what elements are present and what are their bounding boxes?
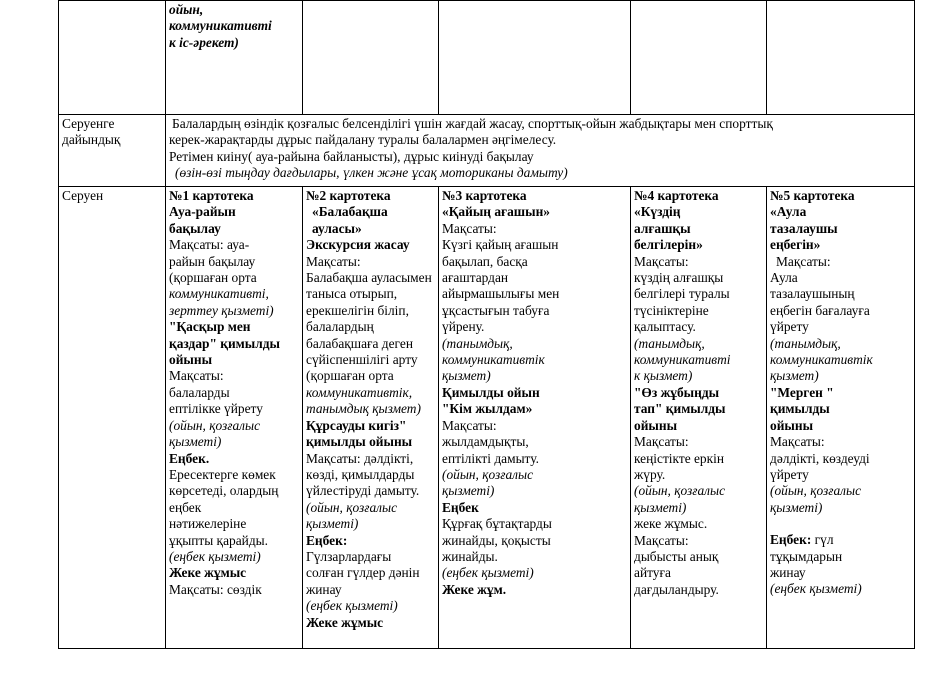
text-line: Мақсаты:	[442, 417, 497, 433]
text-line: балаларды	[169, 384, 230, 400]
text-line: ерекшелігін біліп,	[306, 302, 409, 318]
table-row-top	[59, 1, 915, 115]
text-line: қызметі)	[770, 499, 823, 515]
text-line: қызметі)	[169, 434, 222, 450]
text-line: коммуникативтік	[770, 352, 873, 368]
text-line: жылдамдықты,	[442, 434, 529, 450]
text-line: қимылды	[770, 401, 830, 417]
cell-empty	[303, 1, 439, 115]
text-line: бақылау	[169, 220, 221, 236]
text-line: көзді, қимылдарды	[306, 466, 415, 482]
text-line: солған гүлдер дәнін	[306, 565, 420, 581]
text-line: ұқсастығын табуға	[442, 302, 550, 318]
text-line: Жеке жұм.	[442, 581, 507, 597]
text-line: коммуникативтік,	[306, 384, 413, 400]
text-span: гүл	[811, 532, 834, 548]
text-line: (танымдық,	[770, 335, 841, 351]
text-line: айырмашылығы мен	[442, 286, 560, 302]
text-line: көрсетеді, олардың	[169, 483, 279, 499]
text-line: (ойын, қозғалыс	[770, 483, 862, 499]
text-line: (ойын, қозғалыс	[169, 417, 261, 433]
cell-empty	[439, 1, 631, 115]
text-line: тұқымдарын	[770, 548, 843, 564]
text-line: Еңбек	[442, 499, 479, 515]
text-line: дайындық	[62, 132, 121, 148]
table-row-walk	[59, 187, 915, 649]
text-line: (қоршаған орта	[306, 368, 394, 384]
text-line: Ересектерге көмек	[169, 466, 276, 482]
text-line: Мақсаты:	[442, 220, 497, 236]
text-line: райын бақылау	[169, 253, 256, 269]
text-line: коммуникативті	[634, 352, 731, 368]
text-line: Мақсаты:	[634, 532, 689, 548]
text-line: жинау	[306, 581, 342, 597]
cell-card-3	[439, 187, 631, 649]
cell-card-4	[631, 187, 767, 649]
text-line: Балалардың өзіндік қозғалыс белсенділігі үшін жағдай жасау, спорттық-ойын жабдықтары мен спорттық	[172, 116, 773, 131]
text-line: (ойын, қозғалыс	[442, 466, 534, 482]
text-line: танымдық қызмет)	[306, 401, 421, 417]
text-line: күздің алғашқы	[634, 270, 724, 286]
text-line: белгілерін»	[634, 237, 703, 253]
text-line: к іс-әрекет)	[169, 34, 239, 50]
cell-walk-label	[59, 187, 166, 649]
text-span: Гүлзарлардағы	[306, 548, 392, 564]
cell-preparation-text	[166, 115, 915, 187]
text-line: қаздар" қимылды	[169, 335, 280, 351]
card-title: №2 картотека	[306, 188, 391, 203]
text-line: белгілері туралы	[634, 286, 730, 302]
text-line: керек-жарақтарды дұрыс пайдалану туралы балалармен әңгімелесу.	[169, 132, 557, 148]
text-span: Еңбек:	[770, 532, 812, 548]
text-line: Экскурсия жасау	[306, 237, 410, 253]
text-line: "Қасқыр мен	[169, 319, 251, 335]
text-line: "Өз жұбыңды	[634, 384, 720, 400]
text-line: түсініктеріне	[634, 302, 709, 318]
text-line: еңбегін бағалауға	[770, 302, 870, 318]
text-line: ойыны	[634, 417, 678, 433]
text-line: Жеке жұмыс	[306, 614, 384, 630]
text-line: ойын,	[169, 2, 204, 17]
text-line: Мақсаты: дәлдікті,	[306, 450, 414, 466]
text-line: ойыны	[770, 417, 814, 433]
schedule-table	[58, 0, 915, 649]
text-line: балалардың	[306, 319, 374, 335]
text-line: Еңбек.	[169, 450, 210, 466]
text-line: "Мерген "	[770, 384, 834, 400]
text-line: (танымдық,	[442, 335, 513, 351]
table-row-preparation	[59, 115, 915, 187]
card-title: №1 картотека	[169, 188, 254, 203]
cell-preparation-label	[59, 115, 166, 187]
cell-top-col1	[166, 1, 303, 115]
text-line: жинау	[770, 564, 806, 580]
text-line: Балабақша ауласымен	[306, 270, 432, 286]
text-line: қызмет)	[442, 368, 491, 384]
text-line: Мақсаты:	[776, 253, 831, 269]
text-line: "Кім жылдам»	[442, 401, 533, 417]
text-line: к қызмет)	[634, 368, 693, 384]
text-line: (өзін-өзі тыңдау дағдылары, үлкен және ұсақ моториканы дамыту)	[175, 165, 568, 181]
text-line: Жеке жұмыс	[169, 565, 247, 581]
cell-empty-label	[59, 1, 166, 115]
text-line: дағдыландыру.	[634, 581, 719, 597]
text-line: Аула	[770, 270, 798, 286]
text-line: қызметі)	[442, 483, 495, 499]
text-line: бақылап, басқа	[442, 253, 528, 269]
cell-card-1	[166, 187, 303, 649]
card-title: №3 картотека	[442, 188, 527, 203]
text-line: (танымдық,	[634, 335, 705, 351]
text-line: (еңбек қызметі)	[169, 548, 261, 564]
text-line: коммуникативтік	[442, 352, 545, 368]
text-line: қалыптасу.	[634, 319, 696, 335]
text-line: дәлдікті, көздеуді	[770, 450, 870, 466]
text-line: Мақсаты: сөздік	[169, 581, 262, 597]
text-line: жеке жұмыс.	[634, 516, 708, 532]
text-line: (еңбек қызметі)	[306, 598, 398, 614]
text-line: таныса отырып,	[306, 286, 398, 302]
text-line	[770, 532, 911, 548]
text-line: ағаштардан	[442, 270, 509, 286]
text-line: тазалаушының	[770, 286, 855, 302]
text-line: ептілікке үйрету	[169, 401, 263, 417]
text-line: қимылды ойыны	[306, 434, 413, 450]
text-line: кеңістікте еркін	[634, 450, 725, 466]
text-line: зерттеу қызметі)	[169, 302, 274, 318]
text-line: үйрету	[770, 466, 809, 482]
text-line: (еңбек қызметі)	[442, 565, 534, 581]
text-line: (ойын, қозғалыс	[634, 483, 726, 499]
text-line: «Күздің	[634, 204, 681, 220]
text-line: ұқыпты қарайды.	[169, 532, 268, 548]
text-line	[306, 533, 435, 566]
text-line: Мақсаты:	[169, 368, 224, 384]
text-line: Құрғақ бұтақтарды	[442, 516, 552, 532]
text-line: балабақшаға деген	[306, 335, 413, 351]
text-line: (еңбек қызметі)	[770, 581, 862, 597]
card-title: №5 картотека	[770, 188, 855, 203]
text-line: дыбысты анық	[634, 548, 719, 564]
text-line: еңбегін»	[770, 237, 821, 253]
text-line: үйлестіруді дамыту.	[306, 483, 420, 499]
cell-empty	[767, 1, 915, 115]
text-line: Серуенге	[62, 116, 115, 131]
text-line: «Қайың ағашын»	[442, 204, 550, 220]
text-line: үйрену.	[442, 319, 485, 335]
text-line: «Аула	[770, 204, 807, 220]
text-line: (қоршаған орта	[169, 270, 257, 286]
text-span: Еңбек:	[306, 532, 348, 548]
text-line: (ойын, қозғалыс	[306, 499, 398, 515]
text-line: Мақсаты: ауа-	[169, 237, 250, 253]
text-line: коммуникативті	[169, 18, 272, 34]
text-line: жүру.	[634, 466, 666, 482]
text-line: тазалаушы	[770, 220, 838, 236]
text-line: айтуға	[634, 565, 671, 581]
text-line: жинайды.	[442, 548, 498, 564]
text-line: алғашқы	[634, 220, 691, 236]
text-line: қызметі)	[306, 516, 359, 532]
text-line: Мақсаты:	[306, 253, 361, 269]
text-line: Қимылды ойын	[442, 384, 540, 400]
text-line: сүйіспеншілігі арту	[306, 352, 418, 368]
cell-empty	[631, 1, 767, 115]
cell-card-5	[767, 187, 915, 649]
text-line: Күзгі қайың ағашын	[442, 237, 559, 253]
text-line: Серуен	[62, 188, 104, 203]
text-line: Мақсаты:	[770, 434, 825, 450]
text-line: нәтижелеріне	[169, 516, 247, 532]
text-line: «Балабақша ауласы»	[312, 204, 388, 236]
text-line: Ауа-райын	[169, 204, 236, 220]
text-line: үйрету	[770, 319, 809, 335]
text-line: Мақсаты:	[634, 253, 689, 269]
text-line: Мақсаты:	[634, 434, 689, 450]
text-line: Ретімен киіну( ауа-райына байланысты), дұрыс киінуді бақылау	[169, 148, 534, 164]
text-line: ептілікті дамыту.	[442, 450, 539, 466]
text-line: еңбек	[169, 499, 202, 515]
text-line: қызмет)	[770, 368, 819, 384]
text-line: коммуникативті,	[169, 286, 269, 302]
text-line: Құрсауды кигіз"	[306, 417, 407, 433]
text-line: жинайды, қоқысты	[442, 532, 551, 548]
text-line: ойыны	[169, 352, 213, 368]
cell-card-2	[303, 187, 439, 649]
text-line: тап" қимылды	[634, 401, 726, 417]
text-line: қызметі)	[634, 499, 687, 515]
card-title: №4 картотека	[634, 188, 719, 203]
blank-line	[770, 516, 911, 532]
